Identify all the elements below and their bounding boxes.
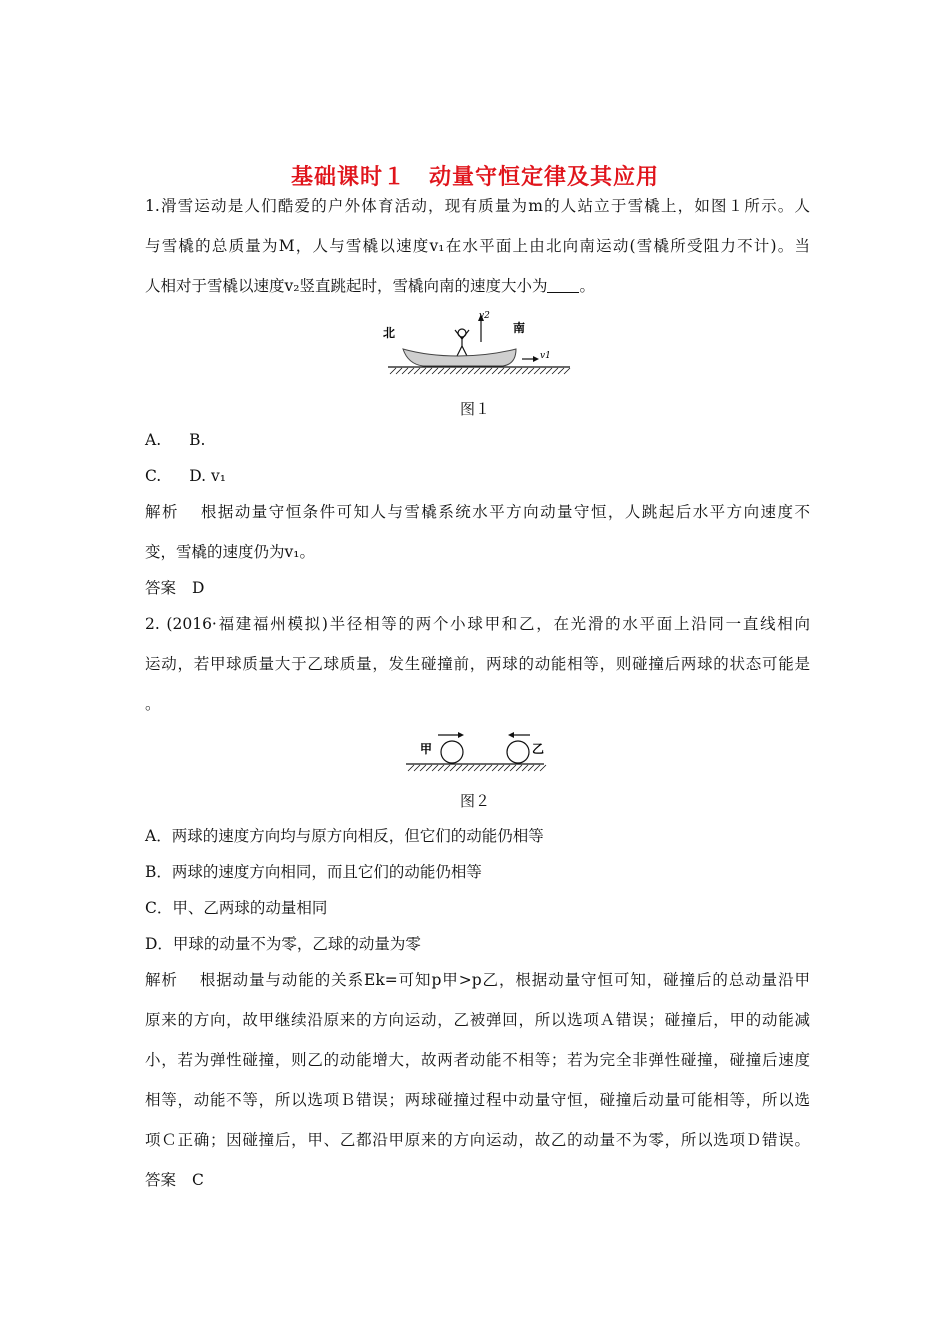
q2-answer-line [145,1170,810,1190]
south-label: 南 [513,321,526,335]
jia-velocity-arrowhead [458,732,464,738]
q1-answer-value: D [192,579,205,597]
q2-option-d: D．甲球的动量不为零，乙球的动量为零 [145,935,421,953]
ground-hatch-2 [408,765,546,771]
q2-analysis-text-1: 根据动量与动能的关系Ek=可知p甲>p乙，根据动量守恒可知，碰撞后的总动量沿甲 [199,971,810,989]
q1-option-d: D. v₁ [189,467,226,485]
q2-analysis-label: 解析 [145,971,178,989]
ball-jia [441,741,463,763]
q1-option-a: A. [145,431,162,449]
v2-label: v2 [479,311,490,321]
q2-option-b: B．两球的速度方向相同，而且它们的动能仍相等 [145,863,482,881]
ball-yi-label: 乙 [532,742,545,756]
ball-yi [507,741,529,763]
q2-analysis-line-2: 原来的方向，故甲继续沿原来的方向运动，乙被弹回，所以选项Ａ错误；碰撞后，甲的动能减 [145,1011,810,1029]
q1-options-ab [145,430,810,450]
q1-option-b: B. [189,431,206,449]
q1-answer-line [145,578,810,598]
q2-option-a: A．两球的速度方向均与原方向相反，但它们的动能仍相等 [145,827,544,845]
ball-jia-label: 甲 [420,742,433,756]
figure-2-caption: 图２ [459,792,490,810]
ground-hatch [390,368,570,374]
q1-stem-line-3 [145,276,810,296]
v1-label: v1 [540,351,551,361]
figure-2-balls [404,728,548,776]
q2-stem-line-2: 运动，若甲球质量大于乙球质量，发生碰撞前，两球的动能相等，则碰撞后两球的状态可能是 [145,655,810,673]
yi-velocity-arrowhead [508,732,514,738]
q2-option-c: C．甲、乙两球的动量相同 [145,899,328,917]
q1-answer-label: 答案 [145,579,177,597]
figure-1-sled [378,308,574,380]
q2-answer-value: C [192,1171,204,1189]
q1-options-cd [145,466,810,486]
answer-blank [547,278,579,293]
q1-option-c: C. [145,467,162,485]
q2-analysis-line-3: 小，若为弹性碰撞，则乙的动能增大，故两者动能不相等；若为完全非弹性碰撞，碰撞后速度 [145,1051,810,1069]
q2-stem-line-3: 。 [145,695,161,713]
q2-analysis-line-1 [145,970,810,990]
q1-stem-line-3-end: 。 [579,277,595,295]
q1-analysis-line-1 [145,502,810,522]
q1-analysis-line-2: 变，雪橇的速度仍为v₁。 [145,543,315,561]
page-title: 基础课时１ 动量守恒定律及其应用 [290,165,659,190]
v1-arrowhead [533,356,539,362]
q2-answer-label: 答案 [145,1171,177,1189]
q1-stem-line-3-text: 人相对于雪橇以速度v₂竖直跳起时，雪橇向南的速度大小为 [145,277,548,295]
q2-analysis-line-4: 相等，动能不等，所以选项Ｂ错误；两球碰撞过程中动量守恒，碰撞后动量可能相等，所以选 [145,1091,810,1109]
q1-stem-line-2: 与雪橇的总质量为M，人与雪橇以速度v₁在水平面上由北向南运动(雪橇所受阻力不计)。当 [145,237,810,255]
q2-analysis-line-5: 项Ｃ正确；因碰撞后，甲、乙都沿甲原来的方向运动，故乙的动量不为零，所以选项Ｄ错误。 [145,1131,810,1149]
q1-stem-line-1: 1.滑雪运动是人们酷爱的户外体育活动，现有质量为m的人站立于雪橇上，如图１所示。人 [145,197,810,215]
skier-figure [455,329,469,356]
q2-stem-line-1: 2. (2016·福建福州模拟)半径相等的两个小球甲和乙，在光滑的水平面上沿同一直线相向 [145,615,810,633]
q1-analysis-label: 解析 [145,503,179,521]
figure-1-caption: 图１ [459,400,490,418]
north-label: 北 [383,326,396,340]
q1-analysis-text-1: 根据动量守恒条件可知人与雪橇系统水平方向动量守恒，人跳起后水平方向速度不 [200,503,810,521]
